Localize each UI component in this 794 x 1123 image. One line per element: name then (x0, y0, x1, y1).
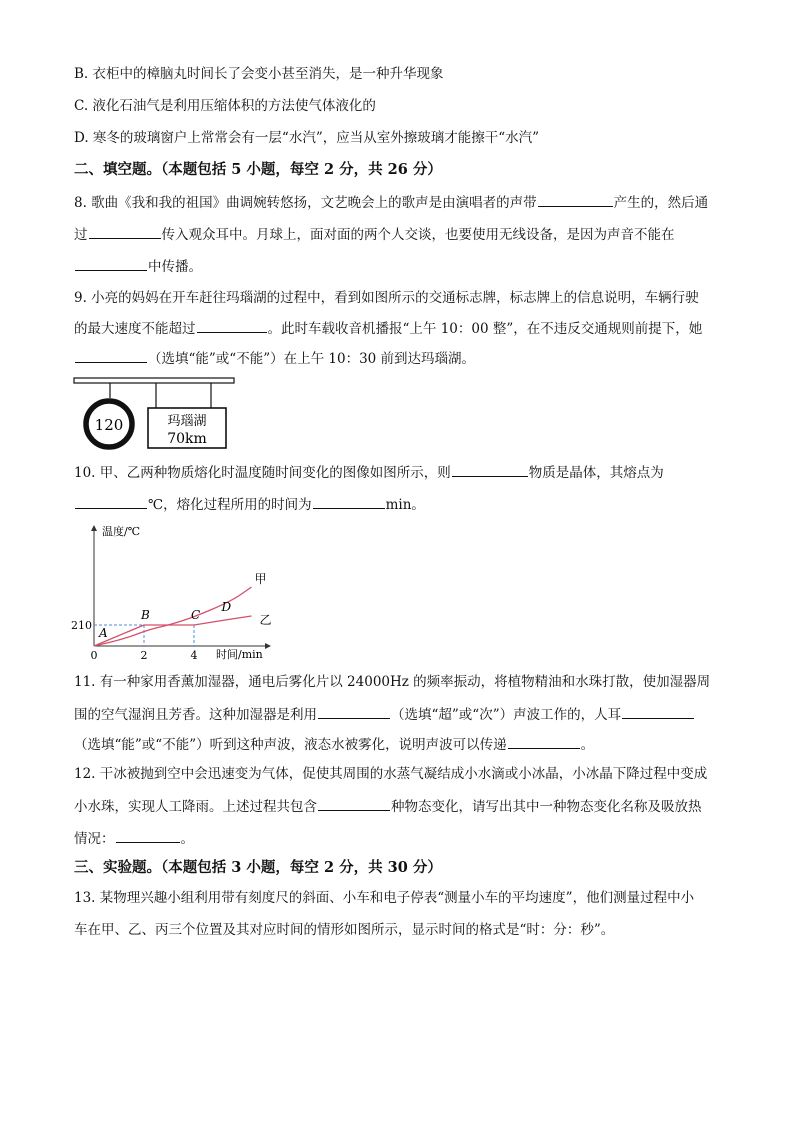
series-line-0 (94, 587, 252, 646)
point-label-b: B (141, 608, 150, 622)
q8-text-2b: 传入观众耳中。月球上，面对面的两个人交谈，也要使用无线设备，是因为声音不能在 (161, 227, 675, 243)
point-label-a: A (99, 626, 108, 640)
x-axis-label: 时间/min (216, 648, 263, 661)
q8-text-3b: 中传播。 (148, 259, 202, 275)
q9-text-2a: 的最大速度不能超过 (74, 321, 196, 337)
q13-line-2: 车在甲、乙、丙三个位置及其对应时间的情形如图所示，显示时间的格式是“时：分：秒”。 (74, 922, 615, 938)
option-d: D. 寒冬的玻璃窗户上常常会有一层“水汽”，应当从室外擦玻璃才能擦干“水汽” (74, 130, 540, 146)
distance-sign-place: 玛瑙湖 (167, 414, 207, 429)
q9-blank-2[interactable] (75, 348, 147, 363)
q12-text-2a: 小水珠，实现人工降雨。上述过程共包含 (74, 799, 317, 815)
q10-line-1 (74, 462, 664, 483)
speed-limit-value: 120 (94, 416, 124, 434)
series-name-1: 乙 (259, 613, 272, 627)
q11-text-3a: （选填“能”或“不能”）听到这种声波，液态水被雾化，说明声波可以传递 (74, 737, 507, 753)
q12-line-1: 12. 干冰被抛到空中会迅速变为气体，促使其周围的水蒸气凝结成小水滴或小冰晶，小冰晶下降过程中变成 (74, 766, 708, 782)
x-tick-label-2: 4 (190, 649, 198, 662)
q9-line-2 (74, 318, 702, 339)
q11-line-1: 11. 有一种家用香薰加湿器，通电后雾化片以 24000Hz 的频率振动，将植物精油和水珠打散，使加湿器周 (74, 674, 711, 690)
q12-text-2b: 种物态变化，请写出其中一种物态变化名称及吸放热 (391, 799, 702, 815)
q12-blank-2[interactable] (116, 828, 180, 843)
series-line-1 (94, 616, 252, 646)
q8-blank-1[interactable] (538, 192, 613, 207)
y-tick-label-0: 210 (71, 619, 92, 632)
q10-text-2c: min。 (385, 497, 425, 513)
q8-blank-3[interactable] (75, 256, 147, 271)
q10-text-1a: 10. 甲、乙两种物质熔化时温度随时间变化的图像如图所示，则 (74, 465, 451, 481)
q10-blank-1[interactable] (452, 462, 528, 477)
q10-blank-3[interactable] (313, 494, 385, 509)
q12-text-3a: 情况： (74, 831, 115, 847)
point-label-d: D (221, 600, 232, 614)
q12-blank-1[interactable] (318, 796, 390, 811)
point-label-c: C (191, 608, 201, 622)
q9-line-3 (74, 348, 475, 369)
q11-line-3 (74, 734, 594, 755)
option-b: B. 衣柜中的樟脑丸时间长了会变小甚至消失，是一种升华现象 (74, 66, 444, 82)
series-name-0: 甲 (254, 572, 267, 586)
q9-text-2b: 。此时车载收音机播报“上午 10：00 整”，在不违反交通规则前提下，她 (267, 321, 703, 337)
melting-chart (70, 518, 280, 663)
q11-blank-3[interactable] (508, 734, 580, 749)
section-3-heading: 三、实验题。（本题包括 3 小题，每空 2 分，共 30 分） (74, 859, 442, 876)
q11-text-3b: 。 (580, 737, 595, 753)
q13-line-1: 13. 某物理兴趣小组利用带有刻度尺的斜面、小车和电子停表“测量小车的平均速度”，他们测量过程中小 (74, 890, 695, 906)
q8-text-1a: 8. 歌曲《我和我的祖国》曲调婉转悠扬，文艺晚会上的歌声是由演唱者的声带 (74, 195, 537, 211)
q9-line-1: 9. 小亮的妈妈在开车赶往玛瑙湖的过程中，看到如图所示的交通标志牌，标志牌上的信息说明，车辆行驶 (74, 290, 699, 306)
sign-bar (74, 378, 234, 383)
q10-blank-2[interactable] (75, 494, 147, 509)
y-axis-label: 温度/℃ (102, 525, 141, 538)
q11-text-2b: （选填“超”或“次”）声波工作的，人耳 (391, 707, 622, 723)
q12-line-3 (74, 828, 194, 849)
q8-line-2 (74, 224, 675, 245)
q9-text-3b: （选填“能”或“不能”）在上午 10：30 前到达玛瑙湖。 (148, 351, 476, 367)
q11-blank-2[interactable] (622, 704, 694, 719)
q8-line-3 (74, 256, 202, 277)
chart-labels (98, 572, 272, 640)
q8-blank-2[interactable] (89, 224, 161, 239)
q8-text-1b: 产生的，然后通 (613, 195, 709, 211)
q11-line-2 (74, 704, 695, 725)
option-c: C. 液化石油气是利用压缩体积的方法使气体液化的 (74, 98, 376, 114)
x-tick-label-1: 2 (140, 649, 148, 662)
q10-line-2 (74, 494, 425, 515)
section-2-heading: 二、填空题。（本题包括 5 小题，每空 2 分，共 26 分） (74, 161, 442, 178)
q10-text-2b: ℃，熔化过程所用的时间为 (148, 497, 312, 513)
x-tick-label-0: 0 (90, 649, 98, 662)
traffic-sign-figure (72, 374, 238, 454)
q9-blank-1[interactable] (197, 318, 267, 333)
q11-text-2a: 围的空气湿润且芳香。这种加湿器是利用 (74, 707, 317, 723)
distance-sign-km: 70km (167, 431, 207, 447)
q8-line-1 (74, 192, 708, 213)
q8-text-2a: 过 (74, 227, 88, 243)
q10-text-1b: 物质是晶体，其熔点为 (528, 465, 664, 481)
q11-blank-1[interactable] (318, 704, 390, 719)
q12-line-2 (74, 796, 702, 817)
chart-series (94, 587, 252, 646)
q12-text-3b: 。 (180, 831, 194, 847)
